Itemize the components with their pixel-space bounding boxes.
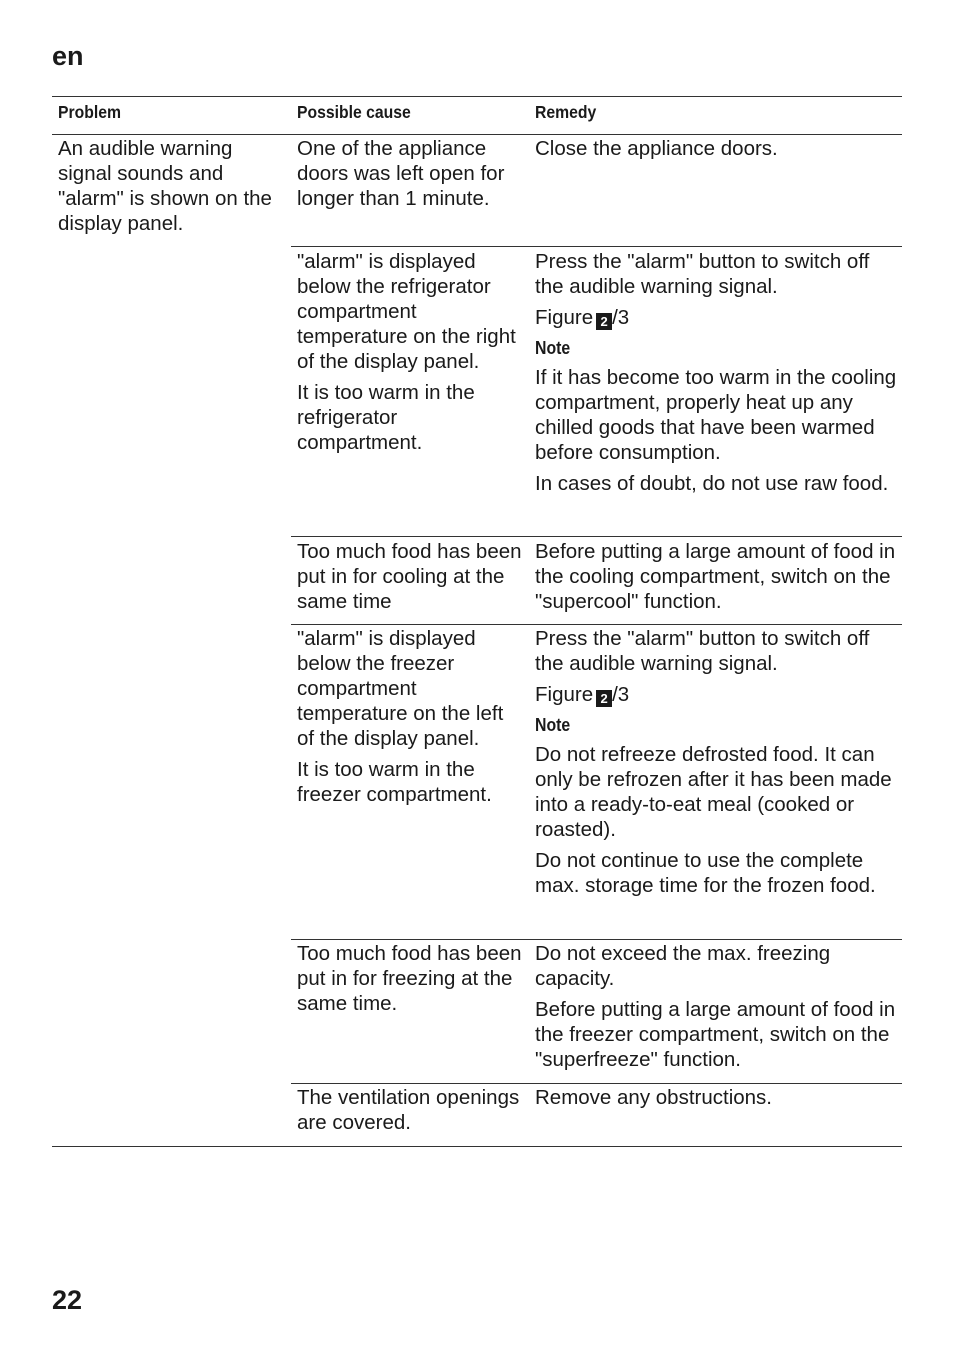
note-text: Do not refreeze defrosted food. It can only be refrozen after it has been made into a ready-to-eat meal (cooked or roasted).	[535, 743, 892, 841]
remedy-text: Do not exceed the max. freezing capacity.	[535, 942, 831, 990]
remedy-text: Press the "alarm" button to switch off the audible warning signal.	[535, 250, 870, 298]
remedy-cell-2	[535, 249, 897, 502]
page-number: 22	[52, 1285, 83, 1315]
column-header-problem: Problem	[58, 102, 122, 122]
remedy-text: Press the "alarm" button to switch off the audible warning signal.	[535, 627, 870, 675]
cause-text: It is too warm in the freezer compartment.	[297, 758, 492, 806]
column-header-possible-cause: Possible cause	[297, 102, 411, 122]
cause-cell-5	[297, 941, 522, 1022]
row-divider-5	[291, 1083, 902, 1084]
row-divider-1	[291, 246, 902, 247]
cause-text: Too much food has been put in for cooling at the same time	[297, 540, 522, 613]
cause-text: "alarm" is displayed below the refrigerator compartment temperature on the right of the display panel.	[297, 250, 516, 373]
note-label: Note	[535, 715, 571, 735]
row-divider-2	[291, 536, 902, 537]
note-label: Note	[535, 338, 571, 358]
problem-text: An audible warning signal sounds and "alarm" is shown on the display panel.	[58, 137, 272, 235]
cause-text: The ventilation openings are covered.	[297, 1086, 520, 1134]
remedy-text: Remove any obstructions.	[535, 1086, 773, 1109]
figure-number-badge: 2	[596, 690, 612, 707]
figure-suffix: /3	[612, 683, 630, 706]
cause-cell-1	[297, 136, 522, 217]
remedy-cell-4	[535, 626, 897, 904]
figure-number-badge: 2	[596, 313, 612, 330]
figure-label: Figure	[535, 683, 594, 706]
note-text: If it has become too warm in the cooling compartment, properly heat up any chilled goods that have been warmed before consumption.	[535, 366, 897, 464]
cause-cell-4	[297, 626, 522, 813]
cause-cell-2	[297, 249, 522, 461]
cause-text: One of the appliance doors was left open for longer than 1 minute.	[297, 137, 505, 210]
table-bottom-rule	[52, 1146, 902, 1147]
figure-suffix: /3	[612, 306, 630, 329]
cause-text: Too much food has been put in for freezing at the same time.	[297, 942, 522, 1015]
cause-cell-6	[297, 1085, 522, 1141]
problem-cell	[58, 136, 283, 242]
remedy-cell-1	[535, 136, 897, 167]
remedy-text: Before putting a large amount of food in the cooling compartment, switch on the "supercool" function.	[535, 540, 896, 613]
figure-reference	[535, 305, 897, 330]
cause-text: It is too warm in the refrigerator compartment.	[297, 381, 475, 454]
note-text: In cases of doubt, do not use raw food.	[535, 472, 889, 495]
table-top-rule	[52, 96, 902, 97]
remedy-cell-5	[535, 941, 897, 1078]
row-divider-4	[291, 939, 902, 940]
figure-label: Figure	[535, 306, 594, 329]
remedy-text: Before putting a large amount of food in the freezer compartment, switch on the "superfreeze" function.	[535, 998, 896, 1071]
column-header-remedy: Remedy	[535, 102, 597, 122]
cause-cell-3	[297, 539, 522, 620]
header-bottom-rule	[52, 134, 902, 135]
row-divider-3	[291, 624, 902, 625]
note-text: Do not continue to use the complete max. storage time for the frozen food.	[535, 849, 876, 897]
cause-text: "alarm" is displayed below the freezer compartment temperature on the left of the display panel.	[297, 627, 504, 750]
remedy-cell-3	[535, 539, 897, 620]
language-code: en	[52, 41, 84, 71]
remedy-text: Close the appliance doors.	[535, 137, 778, 160]
remedy-cell-6	[535, 1085, 897, 1116]
figure-reference	[535, 682, 897, 707]
